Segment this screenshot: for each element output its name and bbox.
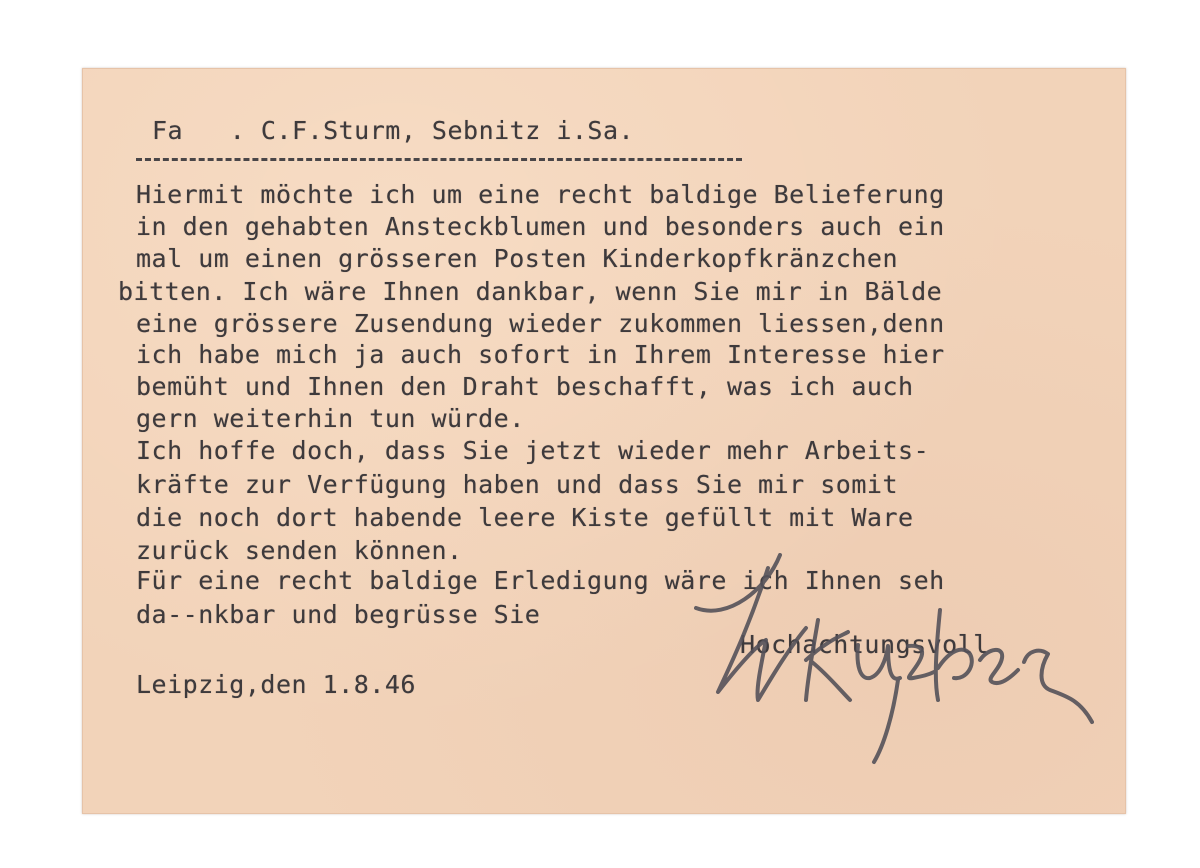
body-line-10: kräfte zur Verfügung haben und dass Sie mir somit [136,470,899,499]
body-line-7: bemüht und Ihnen den Draht beschafft, was ich auch [136,372,914,401]
closing-line: Hochachtungsvoll [740,630,989,659]
body-line-11: die noch dort habende leere Kiste gefüllt mit Ware [136,503,914,532]
body-line-5: eine grössere Zusendung wieder zukommen liessen,denn [136,309,945,338]
addressee-line: Fa . C.F.Sturm, Sebnitz i.Sa. [152,116,635,145]
handwritten-signature [688,550,1098,770]
body-line-6: ich habe mich ja auch sofort in Ihrem Interesse hier [136,340,945,369]
body-line-14: da--nkbar und begrüsse Sie [136,600,541,629]
body-line-12: zurück senden können. [136,536,463,565]
body-line-4: bitten. Ich wäre Ihnen dankbar, wenn Sie mir in Bälde [118,277,943,306]
body-line-13: Für eine recht baldige Erledigung wäre ich Ihnen seh [136,566,945,595]
place-date: Leipzig,den 1.8.46 [136,670,416,699]
body-line-9: Ich hoffe doch, dass Sie jetzt wieder mehr Arbeits- [136,436,930,465]
body-line-1: Hiermit möchte ich um eine recht baldige Belieferung [136,180,945,209]
addressee-underline [136,158,742,161]
body-line-3: mal um einen grösseren Posten Kinderkopfkränzchen [136,244,899,273]
body-line-8: gern weiterhin tun würde. [136,404,525,433]
body-line-2: in den gehabten Ansteckblumen und besonders auch ein [136,212,945,241]
